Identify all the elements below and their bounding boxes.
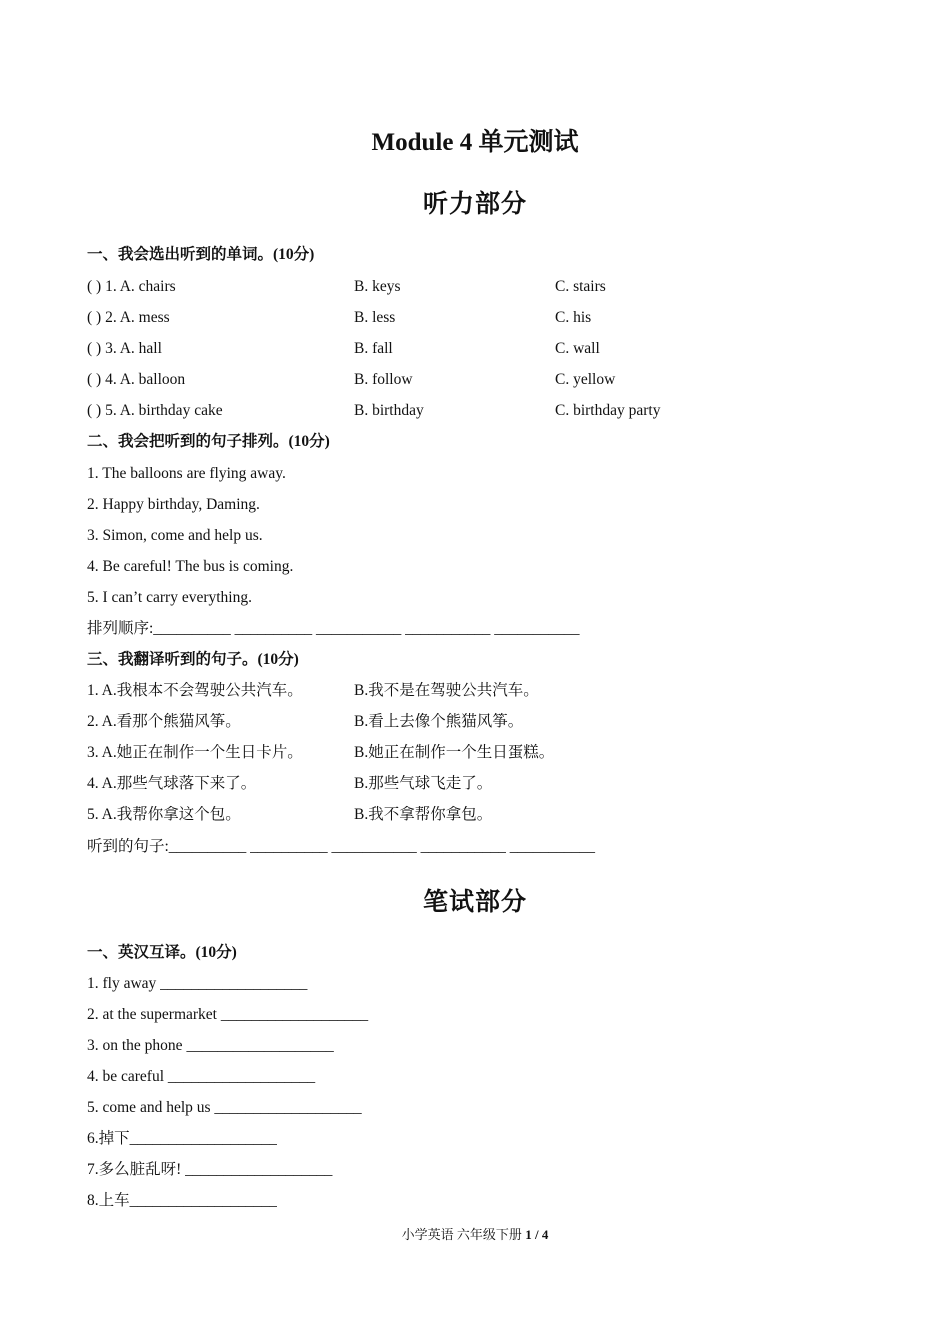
footer-total-pages: 4 [541,1227,549,1242]
translation-blank[interactable]: 7.多么脏乱呀! ___________________ [87,1161,333,1178]
footer-text: 小学英语 六年级下册 [401,1227,526,1242]
translation-option-a: 5. A.我帮你拿这个包。 [87,806,241,823]
question-option-a: ( ) 2. A. mess [87,309,170,326]
sentence-item: 4. Be careful! The bus is coming. [87,558,294,575]
section3-heading: 三、我翻译听到的句子。(10分) [87,651,299,668]
sentence-item: 5. I can’t carry everything. [87,589,252,606]
translation-blank[interactable]: 1. fly away ___________________ [87,975,308,992]
question-option-a: ( ) 5. A. birthday cake [87,402,223,419]
translation-option-b: B.她正在制作一个生日蛋糕。 [354,744,555,761]
page-title: Module 4 单元测试 [371,129,579,156]
question-option-b: B. follow [354,371,413,388]
question-option-b: B. keys [354,278,401,295]
translation-blank[interactable]: 5. come and help us ___________________ [87,1099,362,1116]
question-option-b: B. less [354,309,396,326]
question-option-b: B. fall [354,340,393,357]
translation-option-a: 2. A.看那个熊猫风筝。 [87,713,241,730]
translation-blank[interactable]: 6.掉下___________________ [87,1130,277,1147]
question-option-c: C. birthday party [555,402,661,419]
translation-blank[interactable]: 4. be careful ___________________ [87,1068,316,1085]
sentence-item: 1. The balloons are flying away. [87,465,286,482]
question-option-a: ( ) 4. A. balloon [87,371,186,388]
footer-separator: / [531,1227,542,1242]
translation-blank[interactable]: 2. at the supermarket ___________________ [87,1006,369,1023]
translation-option-a: 3. A.她正在制作一个生日卡片。 [87,744,303,761]
translation-option-b: B.我不拿帮你拿包。 [354,806,493,823]
translation-option-a: 1. A.我根本不会驾驶公共汽车。 [87,682,303,699]
section2-heading: 二、我会把听到的句子排列。(10分) [87,433,330,450]
heard-sentence-answer-line[interactable]: 听到的句子:__________ __________ ___________ ___________ ___________ [87,838,596,855]
sentence-item: 2. Happy birthday, Daming. [87,496,260,513]
page-footer [0,1224,950,1243]
translation-option-b: B.看上去像个熊猫风筝。 [354,713,524,730]
order-answer-line[interactable]: 排列顺序:__________ __________ ___________ ___________ ___________ [87,620,580,637]
writing-section-title: 笔试部分 [422,889,527,916]
footer-page-number: 1 [525,1227,532,1242]
question-option-a: ( ) 1. A. chairs [87,278,176,295]
translation-option-b: B.那些气球飞走了。 [354,775,493,792]
sentence-item: 3. Simon, come and help us. [87,527,263,544]
translation-blank[interactable]: 8.上车___________________ [87,1192,277,1209]
question-option-b: B. birthday [354,402,424,419]
translation-blank[interactable]: 3. on the phone ___________________ [87,1037,334,1054]
question-option-c: C. yellow [555,371,616,388]
question-option-c: C. stairs [555,278,606,295]
translation-option-a: 4. A.那些气球落下来了。 [87,775,257,792]
translation-option-b: B.我不是在驾驶公共汽车。 [354,682,539,699]
question-option-c: C. his [555,309,592,326]
section4-heading: 一、英汉互译。(10分) [87,944,237,961]
listening-section-title: 听力部分 [422,191,527,218]
question-option-c: C. wall [555,340,600,357]
question-option-a: ( ) 3. A. hall [87,340,162,357]
section1-heading: 一、我会选出听到的单词。(10分) [87,246,315,263]
